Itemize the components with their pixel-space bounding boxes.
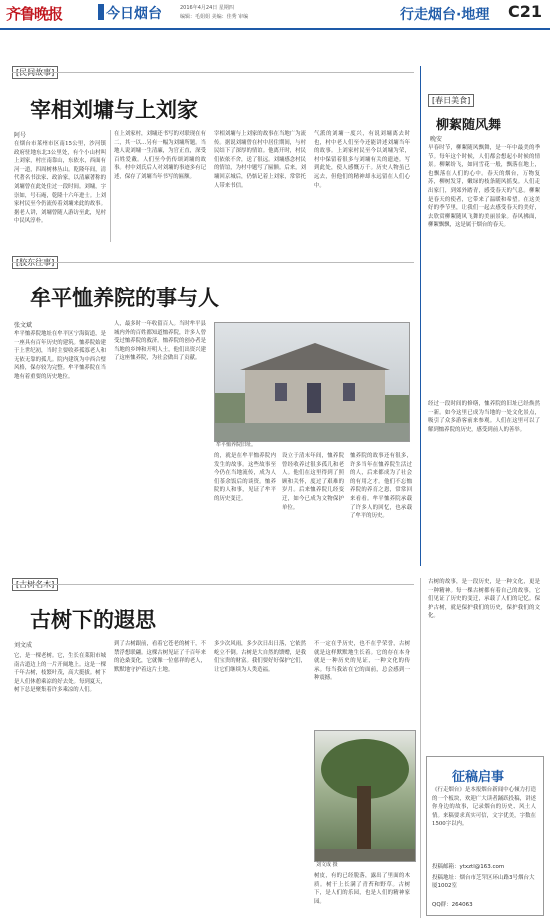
- notice-text: 《行走烟台》是本报烟台新闻中心倾力打造的一个板块，欢迎广大读者踊跃投稿，讲述你身边的故事，记录烟台的历史、风土人情。来稿要求真实可信，文字优美，字数在1500字以内。: [432, 787, 536, 828]
- header-editors: 编辑：毛姐姐 美编：佳秀 审编: [180, 14, 249, 20]
- sidebar-divider-lower: [420, 578, 421, 918]
- sidebar-author: 晚安: [430, 136, 443, 143]
- article3-headline: 古树下的遐思: [30, 608, 156, 632]
- article1-col4: 气派的刘墉一度兴，有说刘墉离去时也，村中老人们至今还能讲述刘墉当年的故事。上刘家村民至今以刘墉为荣，村中保留着很多与刘墉有关的遗迹。写到此处，使人感慨万千。历史人物虽已远去，但他们的精神却永远留在人们心中。: [314, 131, 410, 189]
- newspaper-logo: 齐鲁晚报: [6, 5, 63, 23]
- article2-col2: 人，最多时一年收留百人。当时牟平县城内外的百姓都知道恤养院，许多人曾受过恤养院的救济。恤养院的创办者是当地的乡绅和开明人士，他们出资兴建了这座恤养院，为社会做出了贡献。: [114, 321, 206, 362]
- sidebar-divider: [420, 66, 421, 566]
- article3-author: 刘文成: [14, 642, 33, 649]
- sidebar-headline: 柳絮随风舞: [436, 118, 502, 133]
- notice-contact: QQ群：264063: [432, 902, 473, 908]
- article2-col4: 设立于清末年间，恤养院曾经收养过很多孤儿和老人。他们在这里得到了照顾和关怀，度过了艰难的岁月。后来恤养院几经变迁，如今已成为文物保护单位。: [282, 453, 344, 511]
- notice-email: 投稿邮箱：ytxztl@163.com: [432, 864, 505, 870]
- article1-headline: 宰相刘墉与上刘家: [30, 98, 198, 122]
- article3-col2: 到了古树跟前，看着它苍老的树干，不禁浮想联翩。这棵古树见证了千百年来的沧桑变化，它就像一位慈祥的老人，默默地守护着这片土地。: [114, 641, 206, 673]
- article1-col2: 在上刘家村，刘墉还书写的对联现在有二，其一以…另有一幅为刘墉所题。当地人说刘墉一生清廉，为官正直，深受百姓爱戴。人们至今仍传颂刘墉的故事。村中刘氏后人对刘墉的事迹多有记述，保存了刘墉当年书写的匾额。: [114, 131, 206, 180]
- header-date: 2016年4月24日 星期四: [180, 5, 234, 11]
- sidebar2-text: 经过一段时间的修缮，恤养院的旧址已经焕然一新。如今这里已成为当地的一处文化景点，吸引了众多游客前来参观。人们在这里可以了解到恤养院的历史，感受到前人的善举。: [428, 401, 540, 433]
- article3-col4: 不一定在乎历史，也不在乎荣誉，古树就是这样默默地生长着。它的存在本身就是一种历史的见证，一种文化的传承。每当我站在它的面前，总会感到一种震撼。: [314, 641, 410, 682]
- notice-headline: 征稿启事: [452, 770, 505, 785]
- divider: [12, 262, 414, 263]
- article2-col5: 恤养院的故事还有很多，许多当年在恤养院生活过的人，后来都成为了社会的有用之才。他们不忘恤养院的养育之恩，常常回来看看。牟平恤养院承载了许多人的回忆，也承载了牟平的历史。: [350, 453, 412, 520]
- sidebar3-text: 古树的故事，是一段历史，是一种文化，更是一种精神。每一棵古树都有着自己的故事，它们见证了历史的变迁，承载了人们的记忆。保护古树，就是保护我们的历史，保护我们的文化。: [428, 579, 540, 620]
- article2-photo-caption: 牟平恤养院旧址。: [216, 442, 257, 448]
- article3-photo-caption: 刘文成 摄: [316, 862, 338, 868]
- article2-col3: 的，就是在牟平恤养院内发生的故事。这些故事至今仍在当地流传，成为人们茶余饭后的谈资。恤养院的人和事，见证了牟平的历史变迁。: [214, 453, 276, 502]
- article2-author: 张文斌: [14, 322, 33, 329]
- asylum-photo-illustration: [215, 323, 409, 441]
- notice-address: 投稿地址：烟台市芝罘区环山路3号烟台大厦1002室: [432, 875, 535, 889]
- page-name: 今日烟台: [106, 6, 162, 22]
- sidebar-text: 早春时节，柳絮随风飘舞，是一年中最美的季节。每年这个时候，人们都会想起小时候的情景。柳絮纷飞，如同雪花一般，飘落在地上，也飘落在人们的心中。春天的烟台，万物复苏，柳树发芽，嫩绿的枝条随风摇曳。人们走出家门，到郊外踏青，感受春天的气息。柳絮是春天的使者，它带来了温暖和希望。在这美好的季节里，让我们一起去感受春天的美好，去欣赏柳絮随风飞舞的美丽景象。春风拂面，柳絮飘飘，这是属于烟台的春天。: [428, 145, 540, 229]
- page-number: C21: [508, 2, 543, 21]
- article1-col3: 宰相刘墉与上刘家的故事在当地广为流传。据说刘墉曾在村中居住期间，与村民结下了深厚的情谊。他离开时，村民们依依不舍，送了很远。刘墉感念村民的情谊，为村中题写了匾额。后来，刘墉回京城后，仍惦记着上刘家，常常托人带来书信。: [214, 131, 306, 189]
- asylum-photo: [214, 322, 410, 442]
- article3-col3: 多少次风雨，多少次日出日落，它依然屹立不倒。古树是大自然的馈赠，是我们宝贵的财富。我们要好好保护它们，让它们继续为人类造福。: [214, 641, 306, 673]
- section-title: 行走烟台·地理: [400, 7, 490, 23]
- divider: [12, 584, 414, 585]
- column-divider: [110, 130, 111, 242]
- divider: [12, 72, 414, 73]
- article2-headline: 牟平恤养院的事与人: [30, 286, 219, 310]
- article3-col1: 它，是一棵老树。它，生长在莱阳市城南古道边上的一片开阔地上。这是一棵千年古树，枝繁叶茂，高大挺拔。树下是人们休憩乘凉的好去处。每到夏天，树下总是聚集着许多乘凉的人们。: [14, 653, 106, 694]
- article1-col1: 在烟台市莱州市区南15公里，沙河镇政府驻地东北3公里处，有个小山村叫上刘家，村庄南靠山，东依水，西面有河一道，四周树林丛山。乾隆年间，清代著名书法家、政治家，以清廉著称的刘墉曾在此处住过一段时间。刘墉，字崇如，号石庵，乾隆十六年进士。上刘家村民至今仍流传着刘墉来此的故事。据老人讲，刘墉曾随人游访至此，见村中民风淳朴。: [14, 141, 106, 225]
- article2-col1: 牟平恤养院地址在牟平区宁海街道，是一座具有百年历史的建筑。恤养院始建于上世纪初，当时主要收养孤寡老人和无依无靠的孤儿。院内建筑为中西合璧风格，保存较为完整。牟平恤养院在当地有着重要的历史地位。: [14, 331, 106, 380]
- article3-col5: 树皮，有的已经脱落，露出了里面的木质。树干上长满了青苔和野草。古树下，是人们的乐园，也是人们的精神家园。: [314, 873, 410, 905]
- article1-author: 阿号: [14, 132, 27, 139]
- ancient-tree-photo: [314, 730, 416, 862]
- sidebar-tag: [春日美食]: [428, 94, 474, 107]
- header-accent-bar: [98, 4, 104, 20]
- tree-illustration: [315, 731, 415, 861]
